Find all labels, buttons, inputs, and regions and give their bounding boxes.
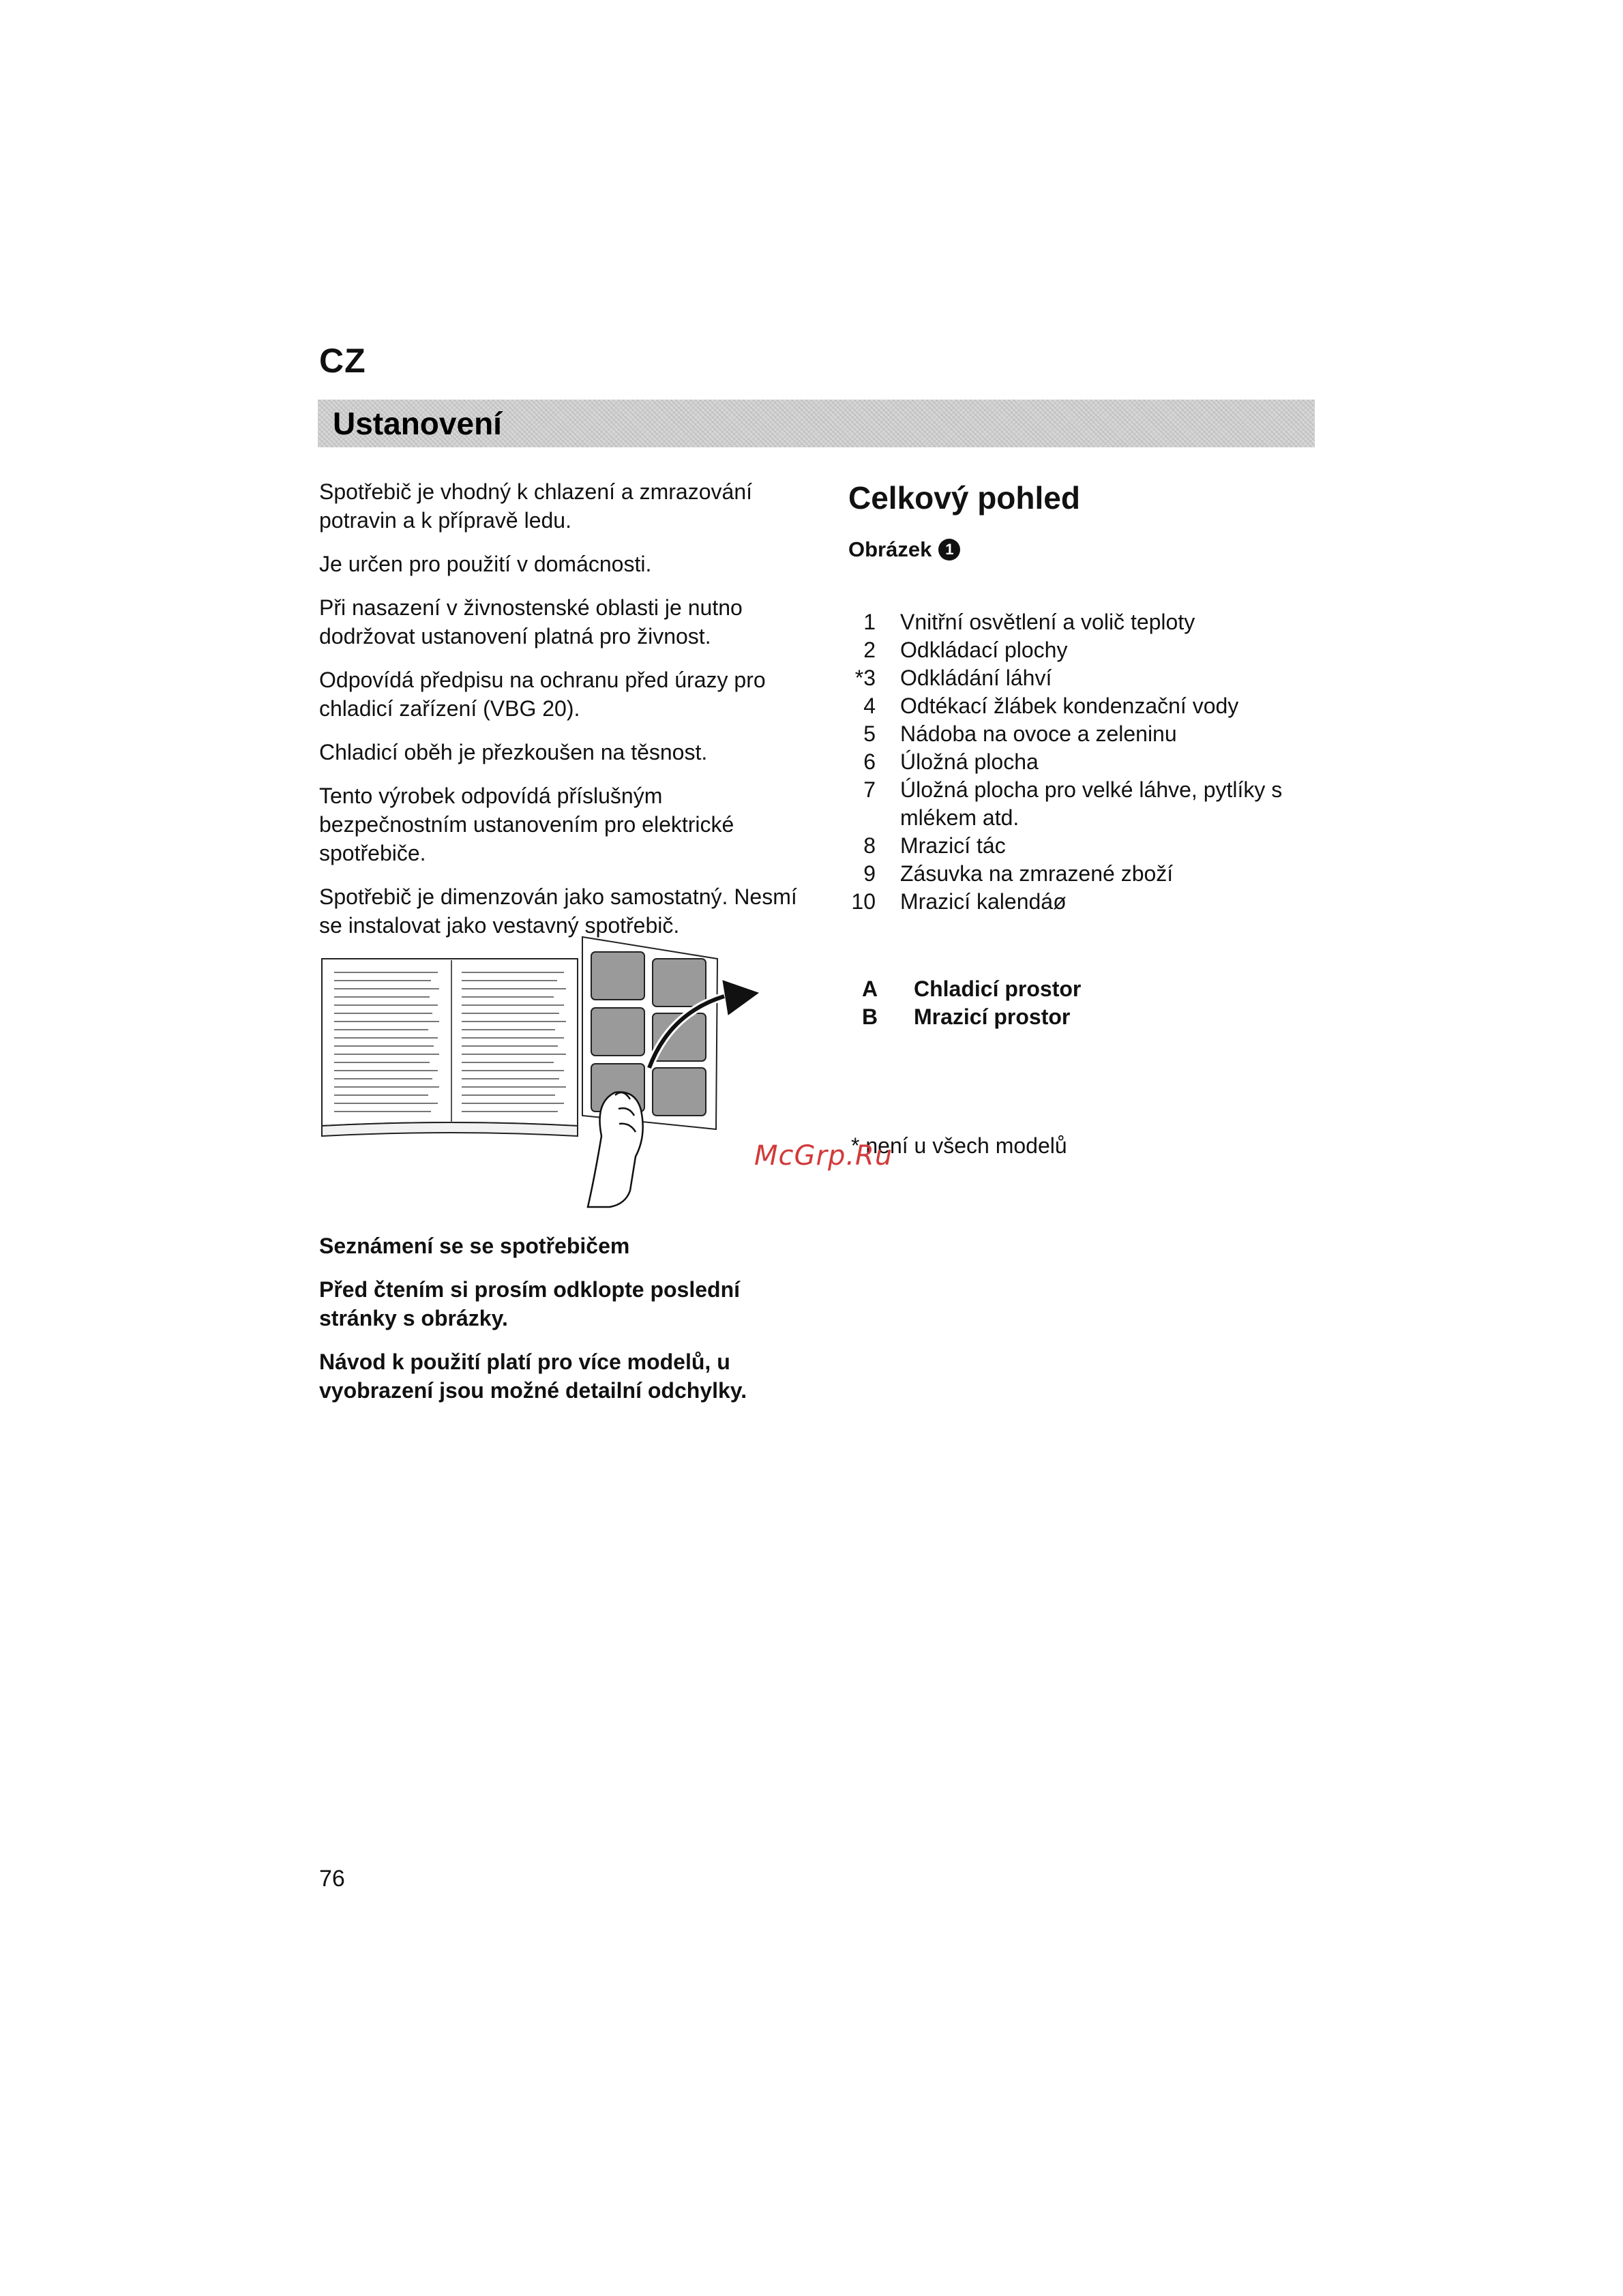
item-text: Zásuvka na zmrazené zboží: [900, 861, 1174, 886]
item-text: Mrazicí tác: [900, 833, 1006, 858]
item-number: 6: [863, 749, 876, 774]
zones-list: [848, 975, 1326, 1031]
zone-item: [848, 1003, 1326, 1031]
parts-list: [848, 608, 1326, 916]
list-item: [848, 832, 1326, 860]
item-number: 2: [863, 638, 876, 662]
item-number: 4: [863, 694, 876, 718]
item-number: *3: [854, 666, 876, 690]
page-number: 76: [319, 1866, 345, 1892]
list-item: [848, 636, 1326, 664]
list-item: [848, 776, 1326, 832]
language-code: CZ: [319, 342, 366, 380]
item-text: Nádoba na ovoce a zeleninu: [900, 721, 1177, 746]
item-text: Odkládání láhví: [900, 666, 1052, 690]
intro-notes: [319, 1232, 796, 1420]
list-item: [848, 664, 1326, 692]
section-title: Ustanovení: [333, 406, 502, 441]
note: Návod k použití platí pro více modelů, u vyobrazení jsou možné detailní odchylky.: [319, 1350, 747, 1403]
item-number: 10: [851, 889, 876, 914]
list-item: [848, 888, 1326, 916]
foldout-picture-page: [582, 937, 717, 1129]
item-text: Úložná plocha: [900, 749, 1039, 774]
section-header-bar: [318, 400, 1315, 447]
paragraph: Spotřebič je vhodný k chlazení a zmrazování potravin a k přípravě ledu.: [319, 479, 752, 533]
paragraph: Tento výrobek odpovídá příslušným bezpečnostním ustanovením pro elektrické spotřebiče.: [319, 784, 734, 865]
overview-column: [848, 477, 1326, 562]
item-text: Úložná plocha pro velké láhve, pytlíky s mlékem atd.: [900, 777, 1283, 830]
intro-column: [319, 477, 810, 955]
item-text: Odkládací plochy: [900, 638, 1068, 662]
overview-heading: Celkový pohled: [848, 480, 1080, 516]
figure-label: Obrázek: [848, 537, 932, 561]
item-number: 9: [863, 861, 876, 886]
zone-letter: A: [862, 976, 878, 1001]
item-number: 8: [863, 833, 876, 858]
footnote: * není u všech modelů: [851, 1133, 1067, 1158]
zone-text: Mrazicí prostor: [914, 1004, 1071, 1029]
item-number: 1: [863, 610, 876, 634]
list-item: [848, 720, 1326, 748]
booklet-left-page: [322, 959, 578, 1136]
paragraph: Odpovídá předpisu na ochranu před úrazy pro chladicí zařízení (VBG 20).: [319, 668, 766, 721]
paragraph: Spotřebič je dimenzován jako samostatný. Nesmí se instalovat jako vestavný spotřebič.: [319, 884, 797, 938]
note-heading: Seznámení se se spotřebičem: [319, 1234, 630, 1258]
figure-reference: [848, 537, 1326, 562]
watermark: McGrp.Ru: [754, 1140, 893, 1172]
figure-number-badge: 1: [938, 539, 960, 561]
zone-item: [848, 975, 1326, 1003]
paragraph: Je určen pro použití v domácnosti.: [319, 552, 652, 576]
item-number: 5: [863, 721, 876, 746]
paragraph: Chladicí oběh je přezkoušen na těsnost.: [319, 740, 708, 764]
list-item: [848, 748, 1326, 776]
list-item: [848, 608, 1326, 636]
list-item: [848, 692, 1326, 720]
list-item: [848, 860, 1326, 888]
note: Před čtením si prosím odklopte poslední stránky s obrázky.: [319, 1277, 740, 1330]
item-text: Odtékací žlábek kondenzační vody: [900, 694, 1239, 718]
item-number: 7: [863, 777, 876, 802]
manual-foldout-illustration: [315, 931, 771, 1218]
zone-letter: B: [862, 1004, 878, 1029]
paragraph: Při nasazení v živnostenské oblasti je nutno dodržovat ustanovení platná pro živnost.: [319, 595, 743, 648]
item-text: Mrazicí kalendáø: [900, 889, 1067, 914]
item-text: Vnitřní osvětlení a volič teploty: [900, 610, 1195, 634]
zone-text: Chladicí prostor: [914, 976, 1082, 1001]
